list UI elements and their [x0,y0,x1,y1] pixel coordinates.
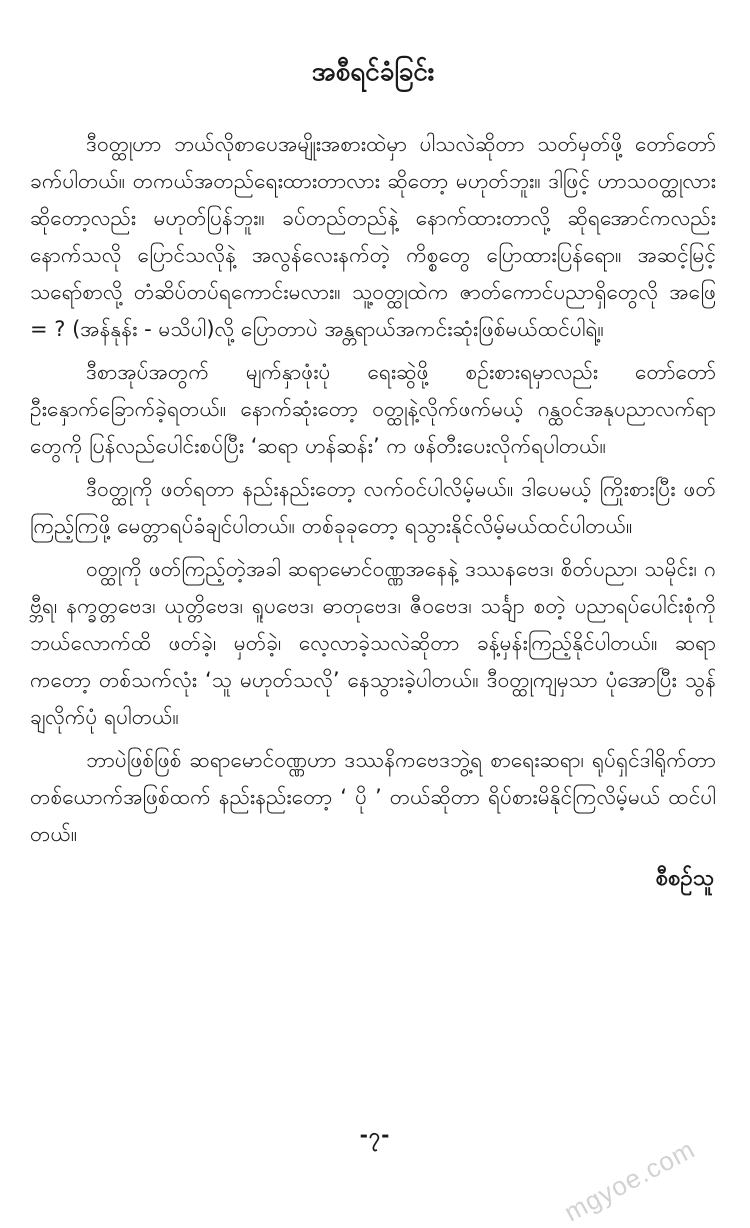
paragraph-4: ဝတ္ထုကို ဖတ်ကြည့်တဲ့အခါ ဆရာမောင်ဝဏ္ဏအနေနဲ့ ဒဿနဗေဒ၊ စိတ်ပညာ၊ သမိုင်း၊ ဂဗ္ဘီရ၊ နက္ခတ္တဗေဒ၊ ယုတ္တိဗေဒ၊ ရူပဗေဒ၊ ဓာတုဗေဒ၊ ဇီဝဗေဒ၊ သင်္ချာ စတဲ့ ပညာရပ်ပေါင်းစုံကို ဘယ်လောက်ထိ ဖတ်ခဲ့၊ မှတ်ခဲ့၊ လေ့လာခဲ့သလဲဆိုတာ ခန့်မှန်းကြည့်နိုင်ပါတယ်။ ဆရာကတော့ တစ်သက်လုံး ‘သူ မဟုတ်သလို’ နေသွားခဲ့ပါတယ်။ ဒီဝတ္ထုကျမှသာ ပုံအောပြီး သွန်ချလိုက်ပုံ ရပါတယ်။ [30,557,716,729]
paragraph-1: ဒီဝတ္ထုဟာ ဘယ်လိုစာပေအမျိုးအစားထဲမှာ ပါသလဲဆိုတာ သတ်မှတ်ဖို့ တော်တော်ခက်ပါတယ်။ တကယ်အတည်ရေးထားတာလား ဆိုတော့ မဟုတ်ဘူး။ ဒါဖြင့် ဟာသဝတ္ထုလား ဆိုတော့လည်း မဟုတ်ပြန်ဘူး။ ခပ်တည်တည်နဲ့ နောက်ထားတာလို့ ဆိုရအောင်ကလည်း နောက်သလို ပြောင်သလိုနဲ့ အလွန်လေးနက်တဲ့ ကိစ္စတွေ ပြောထားပြန်ရော။ အဆင့်မြင့်သရော်စာလို့ တံဆိပ်တပ်ရကောင်းမလား။ သူ့ဝတ္ထုထဲက ဇာတ်ကောင်ပညာရှိတွေလို အဖြေ = ? (အန်နုန်း - မသိပါ)လို့ ပြောတာပဲ အန္တရာယ်အကင်းဆုံးဖြစ်မယ်ထင်ပါရဲ့။ [30,132,716,341]
paragraph-2: ဒီစာအုပ်အတွက် မျက်နှာဖုံးပုံ ရေးဆွဲဖို့ စဉ်းစားရမှာလည်း တော်တော် ဦးနှောက်ခြောက်ခဲ့ရတယ်။ နောက်ဆုံးတော့ ဝတ္ထုနဲ့လိုက်ဖက်မယ့် ဂန္ထဝင်အနုပညာလက်ရာတွေကို ပြန်လည်ပေါင်းစပ်ပြီး ‘ဆရာ ဟန်ဆန်း’ က ဖန်တီးပေးလိုက်ရပါတယ်။ [30,360,716,458]
paragraph-3: ဒီဝတ္ထုကို ဖတ်ရတာ နည်းနည်းတော့ လက်ဝင်ပါလိမ့်မယ်။ ဒါပေမယ့် ကြိုးစားပြီး ဖတ်ကြည့်ကြဖို့ မေတ္တာရပ်ခံချင်ပါတယ်။ တစ်ခုခုတော့ ရသွားနိုင်လိမ့်မယ်ထင်ပါတယ်။ [30,477,716,538]
watermark: mgyoe.com [558,1133,700,1228]
page-number: -၇- [359,1123,391,1147]
signature: စီစဉ်သူ [655,866,714,891]
paragraph-5: ဘာပဲဖြစ်ဖြစ် ဆရာမောင်ဝဏ္ဏဟာ ဒဿနိကဗေဒဘွဲ့ရ စာရေးဆရာ၊ ရုပ်ရှင်ဒါရိုက်တာတစ်ယောက်အဖြစ်ထက် နည်းနည်းတော့ ‘ ပို ’ တယ်ဆိုတာ ရိပ်စားမိနိုင်ကြလိမ့်မယ် ထင်ပါတယ်။ [30,748,716,846]
page-title: အစီရင်ခံခြင်း [311,57,435,87]
